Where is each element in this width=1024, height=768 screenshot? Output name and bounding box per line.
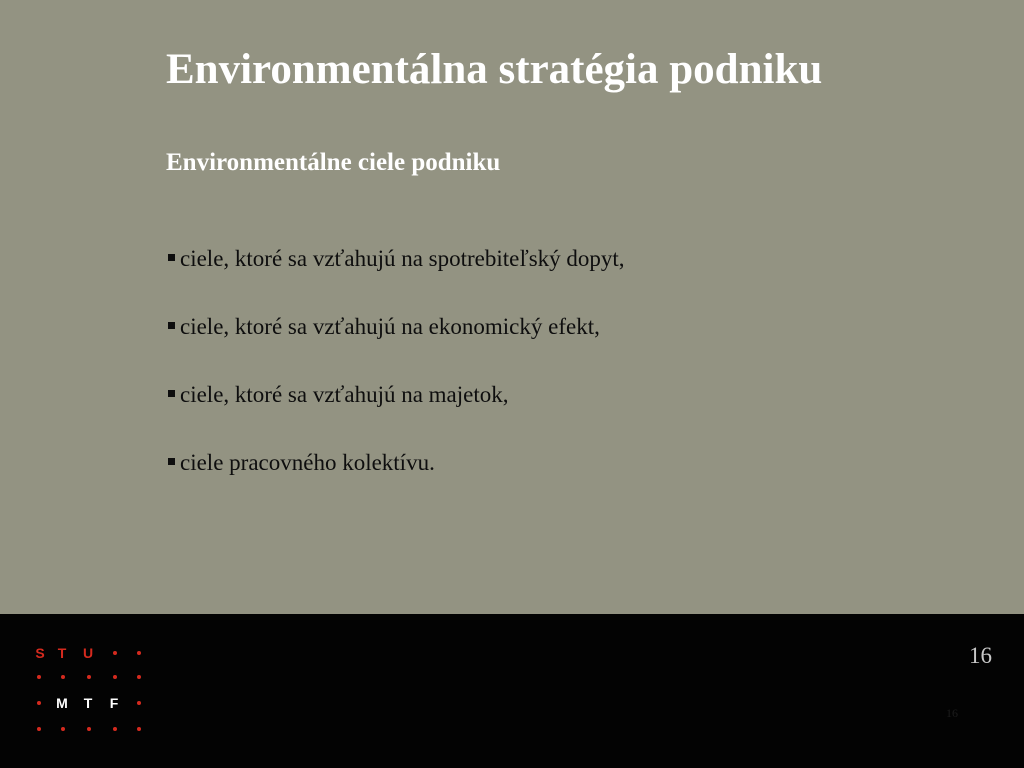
logo-dot — [37, 675, 41, 679]
bullet-text: ciele, ktoré sa vzťahujú na ekonomický efekt, — [180, 314, 600, 339]
logo-dot — [37, 727, 41, 731]
slide-subtitle: Environmentálne ciele podniku — [166, 149, 501, 176]
logo-dot — [137, 727, 141, 731]
page-number: 16 — [969, 643, 992, 668]
bullet-text: ciele, ktoré sa vzťahujú na spotrebiteľský dopyt, — [180, 246, 625, 271]
logo-dot — [113, 727, 117, 731]
list-item — [166, 242, 625, 276]
stu-mtf-logo — [30, 643, 150, 739]
square-bullet-icon — [168, 322, 175, 329]
list-item — [166, 446, 625, 480]
footer-bar — [0, 614, 1024, 768]
square-bullet-icon — [168, 458, 175, 465]
logo-dot — [137, 651, 141, 655]
logo-letter: S — [35, 645, 45, 661]
logo-dot — [37, 701, 41, 705]
ghost-page-number: 16 — [946, 706, 958, 720]
bullet-text: ciele, ktoré sa vzťahujú na majetok, — [180, 382, 509, 407]
bullet-list — [166, 242, 625, 514]
logo-dot — [137, 701, 141, 705]
logo-dot — [87, 675, 91, 679]
square-bullet-icon — [168, 254, 175, 261]
logo-letter: F — [109, 695, 119, 711]
logo-letter: U — [82, 645, 94, 661]
logo-dot — [113, 675, 117, 679]
list-item — [166, 378, 625, 412]
bullet-text: ciele pracovného kolektívu. — [180, 450, 435, 475]
logo-dot — [87, 727, 91, 731]
logo-dot — [113, 651, 117, 655]
square-bullet-icon — [168, 390, 175, 397]
slide-title: Environmentálna stratégia podniku — [166, 46, 823, 93]
logo-dot — [61, 675, 65, 679]
logo-letter: M — [56, 695, 68, 711]
logo-letter: T — [57, 645, 67, 661]
list-item — [166, 310, 625, 344]
logo-letter: T — [83, 695, 93, 711]
logo-dot — [61, 727, 65, 731]
logo-dot — [137, 675, 141, 679]
